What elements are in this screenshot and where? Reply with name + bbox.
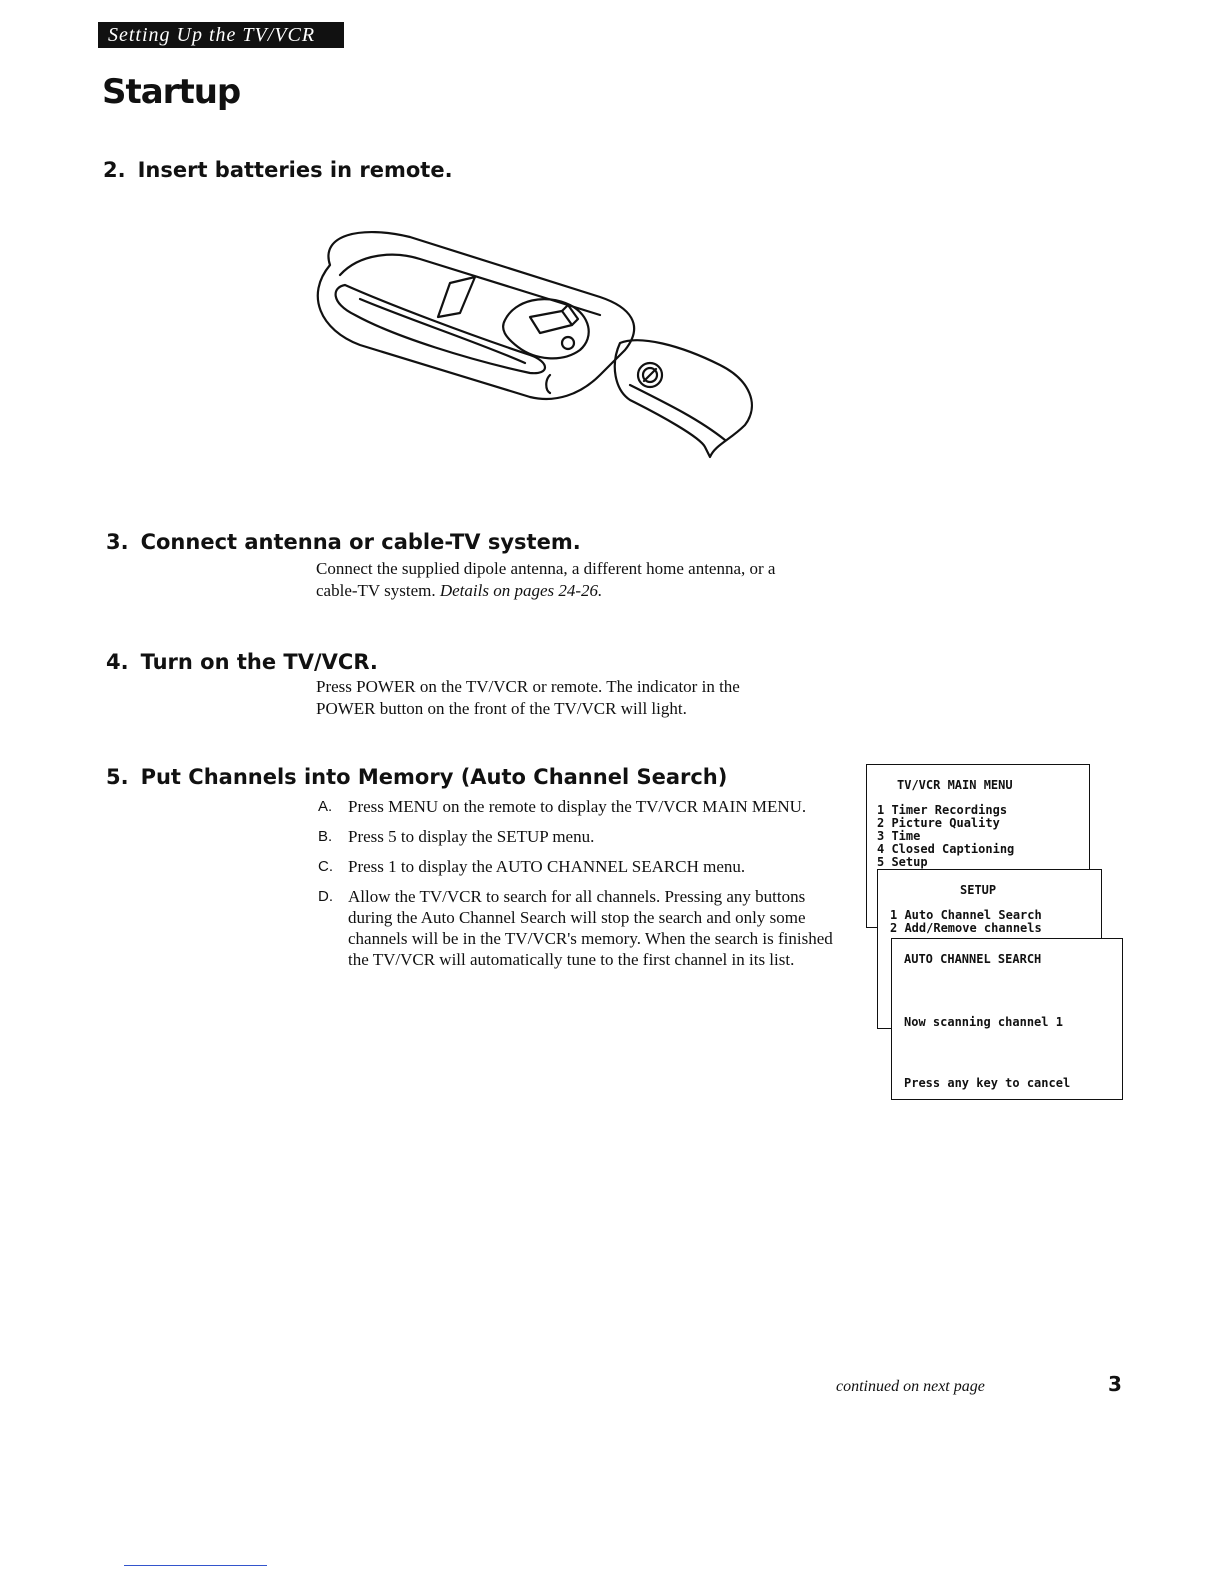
list-label: A. <box>318 798 333 815</box>
scan-status: Now scanning channel 1 <box>904 1015 1063 1029</box>
cancel-hint: Press any key to cancel <box>904 1076 1071 1090</box>
step-title: Turn on the TV/VCR. <box>140 650 378 674</box>
step-5-heading <box>106 765 727 789</box>
step-2-heading <box>103 158 453 182</box>
menu-item: 1 Timer Recordings <box>877 803 1008 817</box>
body-text-plain: cable-TV system. <box>316 581 440 600</box>
step-5-instructions <box>318 796 838 979</box>
menu-item: 3 Time <box>877 829 921 843</box>
page-number: 3 <box>1108 1372 1122 1396</box>
screen-title: SETUP <box>960 883 997 897</box>
step-title: Insert batteries in remote. <box>137 158 453 182</box>
list-item <box>318 796 838 817</box>
step-3-body <box>316 558 836 602</box>
step-number: 4. <box>106 650 129 674</box>
auto-channel-search-screen <box>891 938 1123 1100</box>
screen-title: TV/VCR MAIN MENU <box>897 778 1013 792</box>
list-text: Press 5 to display the SETUP menu. <box>348 827 595 846</box>
step-title: Connect antenna or cable-TV system. <box>140 530 581 554</box>
step-number: 2. <box>103 158 126 182</box>
list-label: B. <box>318 828 333 845</box>
list-item <box>318 856 838 877</box>
list-text: Press MENU on the remote to display the TV/VCR MAIN MENU. <box>348 797 807 816</box>
list-label: C. <box>318 858 333 875</box>
body-line: Connect the supplied dipole antenna, a different home antenna, or a <box>316 559 776 578</box>
page-title: Startup <box>102 72 241 112</box>
step-3-heading <box>106 530 581 554</box>
step-4-heading <box>106 650 378 674</box>
list-item <box>318 826 838 847</box>
step-title: Put Channels into Memory (Auto Channel Search) <box>140 765 728 789</box>
menu-item: 2 Picture Quality <box>877 816 1000 830</box>
screen-title: AUTO CHANNEL SEARCH <box>904 952 1042 966</box>
body-line <box>316 580 836 602</box>
page-reference: Details on pages 24-26. <box>439 581 603 600</box>
list-text: Allow the TV/VCR to search for all channels. Pressing any buttons during the Auto Channel Search will stop the search and only some channels will be in the TV/VCR's memory. When the search is finished the TV/VCR will automatically tune to the first channel in its list. <box>348 887 833 969</box>
menu-item: 1 Auto Channel Search <box>890 908 1042 922</box>
bottom-rule <box>124 1565 267 1566</box>
menu-item: 2 Add/Remove channels <box>890 921 1042 935</box>
menu-item: 5 Setup <box>877 855 928 869</box>
step-number: 5. <box>106 765 129 789</box>
step-number: 3. <box>106 530 129 554</box>
continued-note: continued on next page <box>836 1378 985 1395</box>
list-text: Press 1 to display the AUTO CHANNEL SEARCH menu. <box>348 857 746 876</box>
section-tab: Setting Up the TV/VCR <box>98 22 344 48</box>
list-item <box>318 886 838 970</box>
menu-item: 4 Closed Captioning <box>877 842 1015 856</box>
body-line: Press POWER on the TV/VCR or remote. The indicator in the <box>316 677 740 696</box>
remote-battery-illustration <box>300 225 770 465</box>
body-line: POWER button on the front of the TV/VCR will light. <box>316 699 687 718</box>
list-label: D. <box>318 888 333 905</box>
step-4-body <box>316 676 816 720</box>
